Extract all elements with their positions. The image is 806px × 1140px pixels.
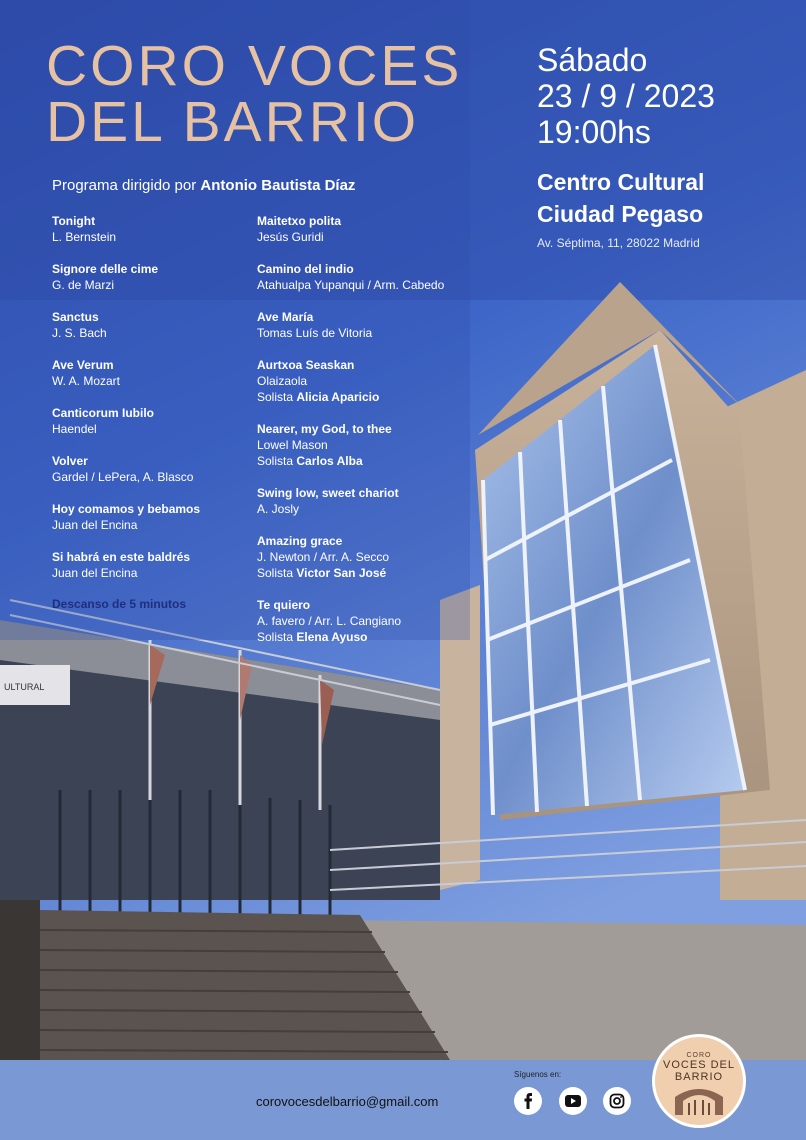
program-item: [257, 485, 487, 517]
piece-title: Hoy comamos y bebamos: [52, 502, 201, 516]
piece-title: Aurtxoa Seaskan: [257, 358, 355, 372]
program-item: [257, 421, 487, 469]
follow-label: Síguenos en:: [514, 1070, 562, 1079]
soloist-prefix: Solista: [257, 630, 294, 644]
program-item: [257, 261, 487, 293]
program-item: [52, 549, 282, 581]
director-name: Antonio Bautista Díaz: [200, 177, 356, 194]
soloist-name: Victor San José: [296, 566, 387, 580]
event-date: 23 / 9 / 2023: [537, 78, 715, 114]
logo-line-1: CORO: [686, 1052, 712, 1059]
program-item: [257, 533, 487, 581]
soloist-prefix: Solista: [257, 390, 294, 404]
contact-email-link[interactable]: corovocesdelbarrio@gmail.com: [256, 1094, 439, 1109]
program-item: [52, 357, 282, 389]
program-item: [52, 213, 282, 245]
soloist-line: [257, 565, 487, 581]
program-item: [257, 357, 487, 405]
logo-line-2: VOCES DEL: [663, 1059, 735, 1071]
building-arch-icon: [669, 1083, 729, 1117]
soloist-prefix: Solista: [257, 454, 294, 468]
piece-author: L. Bernstein: [52, 230, 117, 244]
piece-title: Camino del indio: [257, 262, 354, 276]
soloist-name: Alicia Aparicio: [296, 390, 380, 404]
building-sign: ULTURAL: [4, 682, 45, 692]
piece-title: Ave María: [257, 310, 314, 324]
soloist-name: Elena Ayuso: [296, 630, 368, 644]
piece-author: J. Newton / Arr. A. Secco: [257, 550, 390, 564]
program-column-left: [52, 213, 282, 611]
piece-author: G. de Marzi: [52, 278, 115, 292]
title-line-2: DEL BARRIO: [46, 90, 420, 154]
soloist-line: [257, 389, 487, 405]
program-item: [52, 261, 282, 293]
piece-author: Lowel Mason: [257, 438, 328, 452]
piece-author: Juan del Encina: [52, 518, 138, 532]
piece-author: Tomas Luís de Vitoria: [257, 326, 373, 340]
piece-title: Te quiero: [257, 598, 311, 612]
piece-author: J. S. Bach: [52, 326, 107, 340]
piece-title: Volver: [52, 454, 88, 468]
piece-author: W. A. Mozart: [52, 374, 121, 388]
facebook-icon[interactable]: [514, 1087, 542, 1115]
program-item: [52, 453, 282, 485]
program-director: [52, 177, 355, 194]
event-venue: [537, 166, 704, 230]
choir-logo: [652, 1034, 746, 1128]
program-item: [257, 597, 487, 645]
event-time: 19:00hs: [537, 114, 651, 150]
venue-line-1: Centro Cultural: [537, 169, 705, 195]
intermission-note: Descanso de 5 minutos: [52, 597, 187, 611]
director-prefix: Programa dirigido por: [52, 177, 197, 194]
soloist-line: [257, 453, 487, 469]
poster-title: [46, 34, 463, 154]
piece-author: Gardel / LePera, A. Blasco: [52, 470, 194, 484]
piece-author: Juan del Encina: [52, 566, 138, 580]
instagram-icon[interactable]: [603, 1087, 631, 1115]
piece-author: A. favero / Arr. L. Cangiano: [257, 614, 402, 628]
soloist-prefix: Solista: [257, 566, 294, 580]
program-item: [257, 309, 487, 341]
venue-address: Av. Séptima, 11, 28022 Madrid: [537, 236, 700, 250]
piece-title: Signore delle cime: [52, 262, 159, 276]
youtube-icon[interactable]: [559, 1087, 587, 1115]
piece-author: Atahualpa Yupanqui / Arm. Cabedo: [257, 278, 445, 292]
piece-title: Canticorum Iubilo: [52, 406, 154, 420]
title-line-1: CORO VOCES: [46, 34, 463, 98]
program-item: [52, 405, 282, 437]
program-item: [52, 501, 282, 533]
event-day: Sábado: [537, 42, 648, 78]
program-column-right: [257, 213, 487, 661]
piece-author: A. Josly: [257, 502, 300, 516]
event-datetime: [537, 42, 715, 150]
piece-title: Si habrá en este baldrés: [52, 550, 191, 564]
piece-title: Maitetxo polita: [257, 214, 342, 228]
piece-title: Tonight: [52, 214, 96, 228]
soloist-name: Carlos Alba: [296, 454, 363, 468]
program-item: [52, 309, 282, 341]
logo-line-3: BARRIO: [674, 1071, 724, 1083]
piece-author: Haendel: [52, 422, 97, 436]
piece-title: Nearer, my God, to thee: [257, 422, 392, 436]
venue-line-2: Ciudad Pegaso: [537, 201, 704, 227]
piece-author: Jesús Guridi: [257, 230, 324, 244]
piece-title: Ave Verum: [52, 358, 114, 372]
piece-title: Amazing grace: [257, 534, 343, 548]
piece-title: Sanctus: [52, 310, 99, 324]
program-item: [257, 213, 487, 245]
soloist-line: [257, 629, 487, 645]
piece-author: Olaizaola: [257, 374, 308, 388]
piece-title: Swing low, sweet chariot: [257, 486, 399, 500]
